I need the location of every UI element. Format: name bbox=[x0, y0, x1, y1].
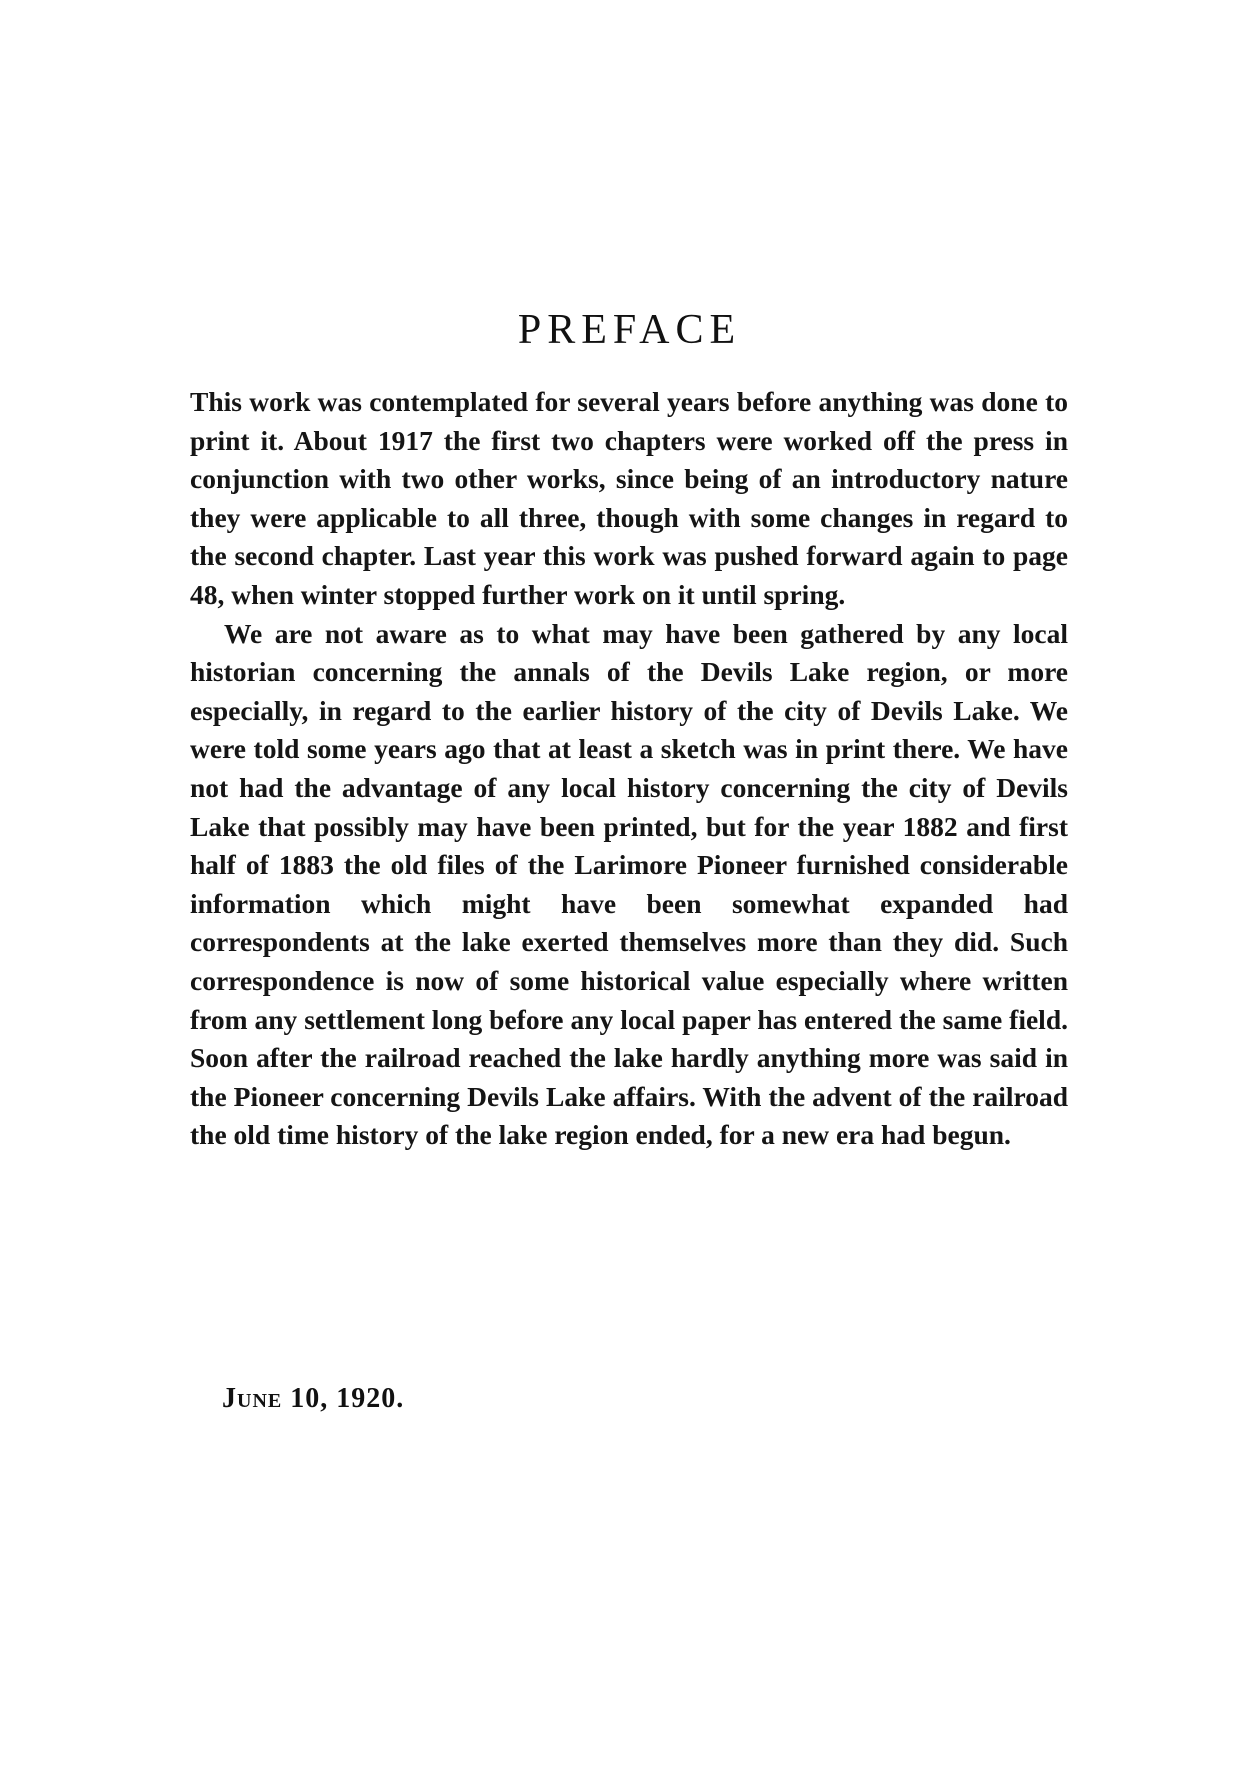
preface-paragraph-1: This work was contemplated for several years before anything was done to print it. About 1917 the first two chapters were worked off the press in conjunction with two other works, since being of an introductory nature they were applicable to all three, though with some changes in regard to the second chapter. Last year this work was pushed forward again to page 48, when winter stopped further work on it until spring. bbox=[190, 386, 1068, 610]
page-title: PREFACE bbox=[517, 307, 742, 353]
preface-date: June 10, 1920. bbox=[222, 1383, 405, 1414]
preface-paragraph-2: We are not aware as to what may have been gathered by any local historian concerning the annals of the Devils Lake region, or more especially, in regard to the earlier history of the city of Devils Lake. We were told some years ago that at least a sketch was in print there. We have not had the advantage of any local history concerning the city of Devils Lake that possibly may have been printed, but for the year 1882 and first half of 1883 the old files of the Larimore Pioneer furnished considerable information which might have been somewhat expanded had correspondents at the lake exerted themselves more than they did. Such correspondence is now of some historical value especially where written from any settlement long before any local paper has entered the same field. Soon after the railroad reached the lake hardly anything more was said in the Pioneer concerning Devils Lake affairs. With the advent of the railroad the old time history of the lake region ended, for a new era had begun. bbox=[190, 617, 1068, 1151]
preface-body bbox=[190, 383, 1068, 1155]
